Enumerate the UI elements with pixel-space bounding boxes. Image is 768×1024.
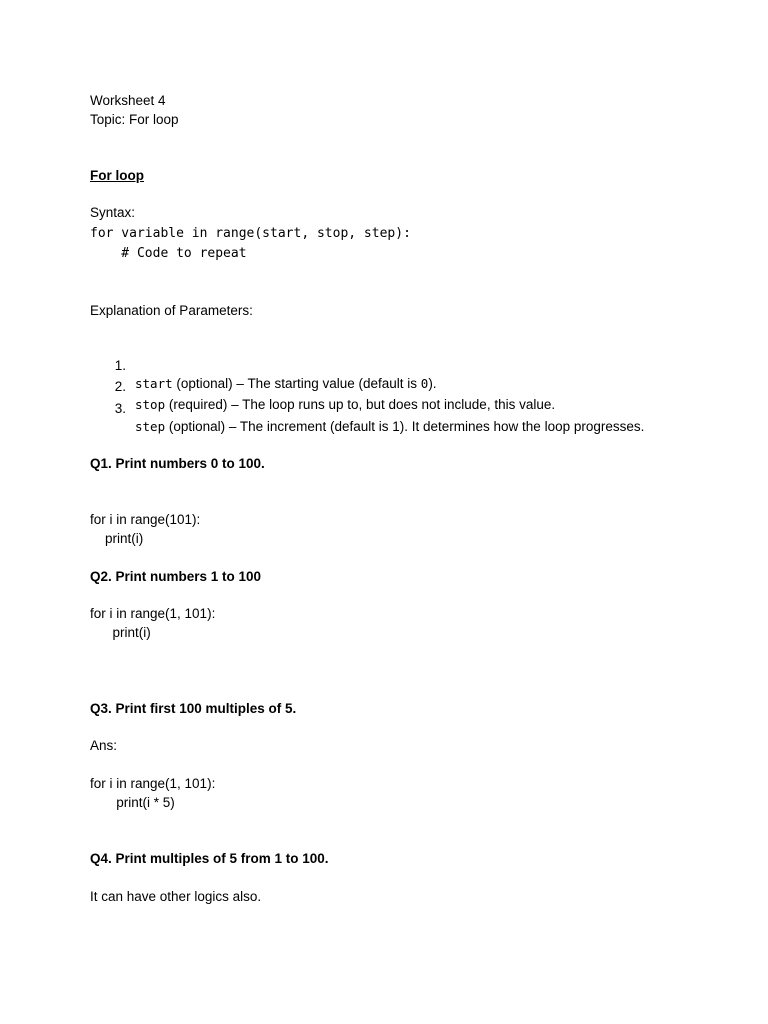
q2-question: Q2. Print numbers 1 to 100 [90, 569, 262, 584]
param-text: (optional) – The starting value (default is [172, 376, 421, 391]
q3-code-line-1: for i in range(1, 101): [90, 776, 216, 791]
q3-question: Q3. Print first 100 multiples of 5. [90, 701, 297, 716]
list-number: 1. [114, 358, 126, 373]
params-label: Explanation of Parameters: [90, 303, 253, 318]
param-tail: ). It determines how the loop progresses. [399, 419, 645, 434]
q4-question: Q4. Print multiples of 5 from 1 to 100. [90, 851, 329, 866]
q4-note: It can have other logics also. [90, 889, 262, 904]
param-code: start [135, 376, 173, 391]
q2-code-line-2: print(i) [90, 625, 151, 640]
q1-code-line-1: for i in range(101): [90, 512, 201, 527]
param-default: 1 [392, 419, 400, 434]
topic-line: Topic: For loop [90, 112, 179, 127]
param-default: 0 [420, 376, 429, 391]
section-heading: For loop [90, 168, 144, 183]
list-number: 3. [114, 401, 126, 416]
q1-code-line-2: print(i) [90, 531, 144, 546]
q2-code-line-1: for i in range(1, 101): [90, 606, 216, 621]
param-tail: ). [428, 376, 437, 391]
q3-ans-label: Ans: [90, 738, 118, 753]
param-text: (optional) – The increment (default is [165, 419, 393, 434]
worksheet-title: Worksheet 4 [90, 93, 166, 108]
param-item-step [0, 382, 768, 454]
syntax-code-line-1: for variable in range(start, stop, step): [90, 226, 411, 241]
param-text: (required) – The loop runs up to, but does not include, this value. [165, 397, 556, 412]
param-code: step [135, 419, 166, 434]
q1-question: Q1. Print numbers 0 to 100. [90, 456, 265, 471]
q3-code-line-2: print(i * 5) [90, 795, 175, 810]
param-code: stop [135, 397, 166, 412]
syntax-label: Syntax: [90, 205, 136, 220]
list-number: 2. [114, 379, 126, 394]
syntax-code-line-2: # Code to repeat [90, 246, 247, 261]
